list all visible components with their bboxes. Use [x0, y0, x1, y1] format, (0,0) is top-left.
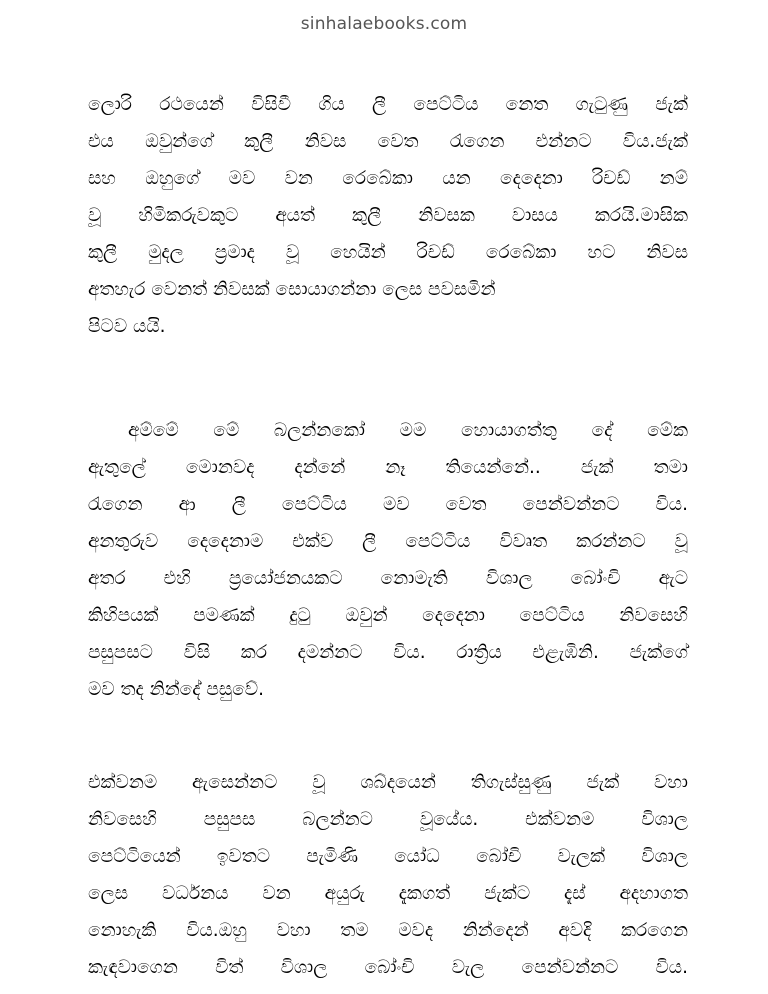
- site-header: sinhalaebooks.com: [300, 14, 468, 34]
- paragraph-1: [88, 86, 688, 345]
- text-line: රැගෙන ආ ලී පෙට්ටිය මව වෙත පෙන්වන්නට විය.: [88, 494, 688, 515]
- text-line: අතර එහි ප්‍රයෝජනයකට නොමැති විශාල බෝංචි ඇට: [88, 568, 688, 589]
- paragraph-3: [88, 764, 688, 986]
- text-line: එක්වනම ඇසෙන්නට වූ ශබ්දයෙන් තිගැස්සුණු ජැක් වහා: [88, 772, 688, 793]
- text-line: කුලී මුදල ප්‍රමාද වූ හෙයින් රිචඩ් රෙබේකා හට නිවස: [88, 242, 688, 263]
- paragraph-spacer: [88, 345, 688, 412]
- text-line: අම්මේ මේ බලන්නකෝ මම හොයාගත්තු දේ මේක: [128, 420, 688, 441]
- text-line: නිවසෙහි පසුපස බලන්නට වූයේය. එක්වනම විශාල: [88, 809, 688, 830]
- text-line: අනතුරුව දෙදෙනාම එක්ව ලී පෙට්ටිය විවෘත කරන්නට වූ: [88, 531, 688, 552]
- text-line: ලොරි රථයෙන් විසිවී ගිය ලී පෙට්ටිය නෙත ගැටුණු ජැක්: [88, 94, 688, 115]
- text-line: පසුපසට විසි කර දමන්නට විය. රාත්‍රිය එළැඹිනි. ජැක්ගේ: [88, 642, 688, 663]
- text-line: අතහැර වෙනත් නිවසක් සොයාගන්නා ලෙස පවසමින්: [88, 279, 496, 300]
- page-body: [88, 86, 688, 986]
- text-line: කැඳවාගෙන විත් විශාල බෝංචි වැල පෙන්වන්නට විය.: [88, 957, 688, 978]
- text-line: ඇතුලේ මොනවද දන්නේ නෑ තියෙන්නේ.. ජැක් තමා: [88, 457, 688, 478]
- paragraph-2: [88, 412, 688, 708]
- text-line: ලෙස වර්ධනය වන අයුරු දැකගත් ජැක්ට දැස් අදහාගත: [88, 883, 688, 904]
- text-line: නොහැකි විය.ඔහු වහා තම මවද නින්දෙන් අවදි කරගෙන: [88, 920, 688, 941]
- text-line: වූ හිමිකරුවකුට අයත් කුලී නිවසක වාසය කරයි.මාසික: [88, 205, 688, 226]
- paragraph-spacer: [88, 708, 688, 764]
- text-line: සහ ඔහුගේ මව වන රෙබේකා යන දෙදෙනා රිචඩ් නම්: [88, 168, 688, 189]
- text-line: පෙට්ටියෙන් ඉවතට පැමිණි යෝධ බෝචි වැලක් විශාල: [88, 846, 688, 867]
- text-line: පිටව යයි.: [88, 316, 166, 337]
- text-line: මව තද නින්දේ පසුවේ.: [88, 679, 264, 700]
- text-line: කිහිපයක් පමණක් දුටු ඔවුන් දෙදෙනා පෙට්ටිය නිවසෙහි: [88, 605, 688, 626]
- text-line: එය ඔවුන්ගේ කුලී නිවස වෙත රැගෙන එන්නට විය.ජැක්: [88, 131, 688, 152]
